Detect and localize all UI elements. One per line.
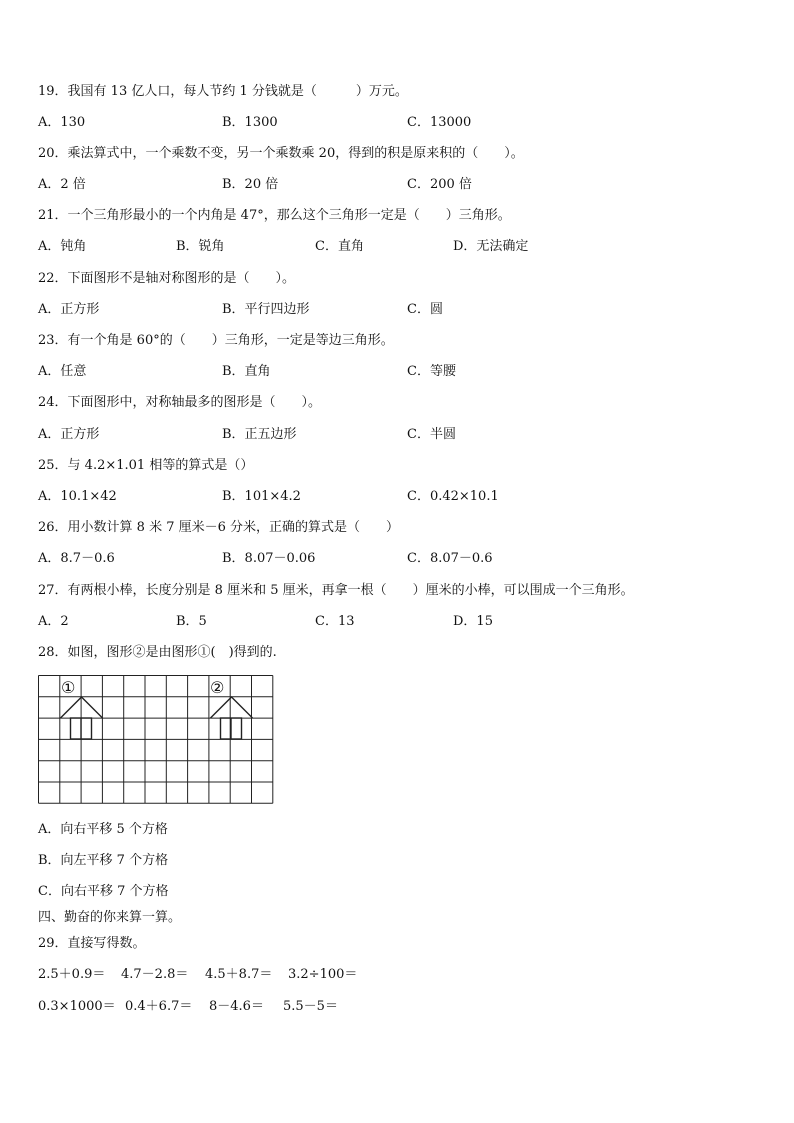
q23-option-b: B．直角 [222, 364, 271, 379]
calc-item: 3.2÷100＝ [288, 967, 358, 982]
q26-option-c: C．8.07－0.6 [407, 551, 493, 566]
q20-option-b: B．20 倍 [222, 177, 279, 192]
question-23: 23．有一个角是 60°的（ ）三角形，一定是等边三角形。 [38, 333, 394, 348]
q23-option-c: C．等腰 [407, 364, 456, 379]
q25-option-b: B．101×4.2 [222, 489, 301, 504]
q19-option-c: C．13000 [407, 115, 472, 130]
q21-option-a: A．钝角 [38, 239, 87, 254]
q23-option-a: A．任意 [38, 364, 87, 379]
question-29: 29．直接写得数。 [38, 936, 146, 951]
q25-option-a: A．10.1×42 [38, 489, 117, 504]
shape-label-1: ① [61, 678, 76, 697]
q22-option-b: B．平行四边形 [222, 302, 310, 317]
calc-item: 4.7－2.8＝ [121, 967, 189, 982]
question-27: 27．有两根小棒，长度分别是 8 厘米和 5 厘米，再拿一根（ ）厘米的小棒，可以围成一个三角形。 [38, 583, 634, 598]
calc-item: 2.5＋0.9＝ [38, 967, 106, 982]
q20-option-a: A．2 倍 [38, 177, 86, 192]
q26-option-b: B．8.07－0.06 [222, 551, 316, 566]
section-4-title: 四、勤奋的你来算一算。 [38, 910, 182, 925]
question-28: 28．如图，图形②是由图形①( )得到的. [38, 645, 277, 660]
q22-option-a: A．正方形 [38, 302, 100, 317]
calc-item: 0.4＋6.7＝ [125, 999, 193, 1014]
q24-option-b: B．正五边形 [222, 427, 297, 442]
q27-option-a: A．2 [38, 614, 69, 629]
question-24: 24．下面图形中，对称轴最多的图形是（ ）。 [38, 395, 322, 410]
question-25: 25．与 4.2×1.01 相等的算式是（） [38, 458, 254, 473]
calc-item: 5.5－5＝ [283, 999, 338, 1014]
question-19: 19．我国有 13 亿人口，每人节约 1 分钱就是（ ）万元。 [38, 84, 408, 99]
q26-option-a: A．8.7－0.6 [38, 551, 115, 566]
q21-option-d: D．无法确定 [453, 239, 529, 254]
q22-option-c: C．圆 [407, 302, 443, 317]
question-20: 20．乘法算式中，一个乘数不变，另一个乘数乘 20，得到的积是原来积的（ ）。 [38, 146, 524, 161]
q21-option-b: B．锐角 [176, 239, 225, 254]
grid-svg [38, 675, 275, 805]
q19-option-b: B．1300 [222, 115, 278, 130]
q24-option-c: C．半圆 [407, 427, 456, 442]
q25-option-c: C．0.42×10.1 [407, 489, 499, 504]
q27-option-b: B．5 [176, 614, 207, 629]
q20-option-c: C．200 倍 [407, 177, 472, 192]
calc-item: 4.5＋8.7＝ [205, 967, 273, 982]
shape-label-2: ② [210, 678, 225, 697]
q28-option-a: A．向右平移 5 个方格 [38, 822, 168, 837]
calc-item: 0.3×1000＝ [38, 999, 116, 1014]
question-21: 21．一个三角形最小的一个内角是 47°，那么这个三角形一定是（ ）三角形。 [38, 208, 511, 223]
q28-option-b: B．向左平移 7 个方格 [38, 853, 169, 868]
question-22: 22．下面图形不是轴对称图形的是（ ）。 [38, 271, 296, 286]
translation-grid-figure [38, 675, 275, 805]
question-26: 26．用小数计算 8 米 7 厘米－6 分米，正确的算式是（ ） [38, 520, 400, 535]
q21-option-c: C．直角 [315, 239, 364, 254]
q27-option-d: D．15 [453, 614, 493, 629]
q19-option-a: A．130 [38, 115, 86, 130]
q28-option-c: C．向右平移 7 个方格 [38, 884, 169, 899]
q24-option-a: A．正方形 [38, 427, 100, 442]
q27-option-c: C．13 [315, 614, 355, 629]
calc-item: 8－4.6＝ [209, 999, 264, 1014]
